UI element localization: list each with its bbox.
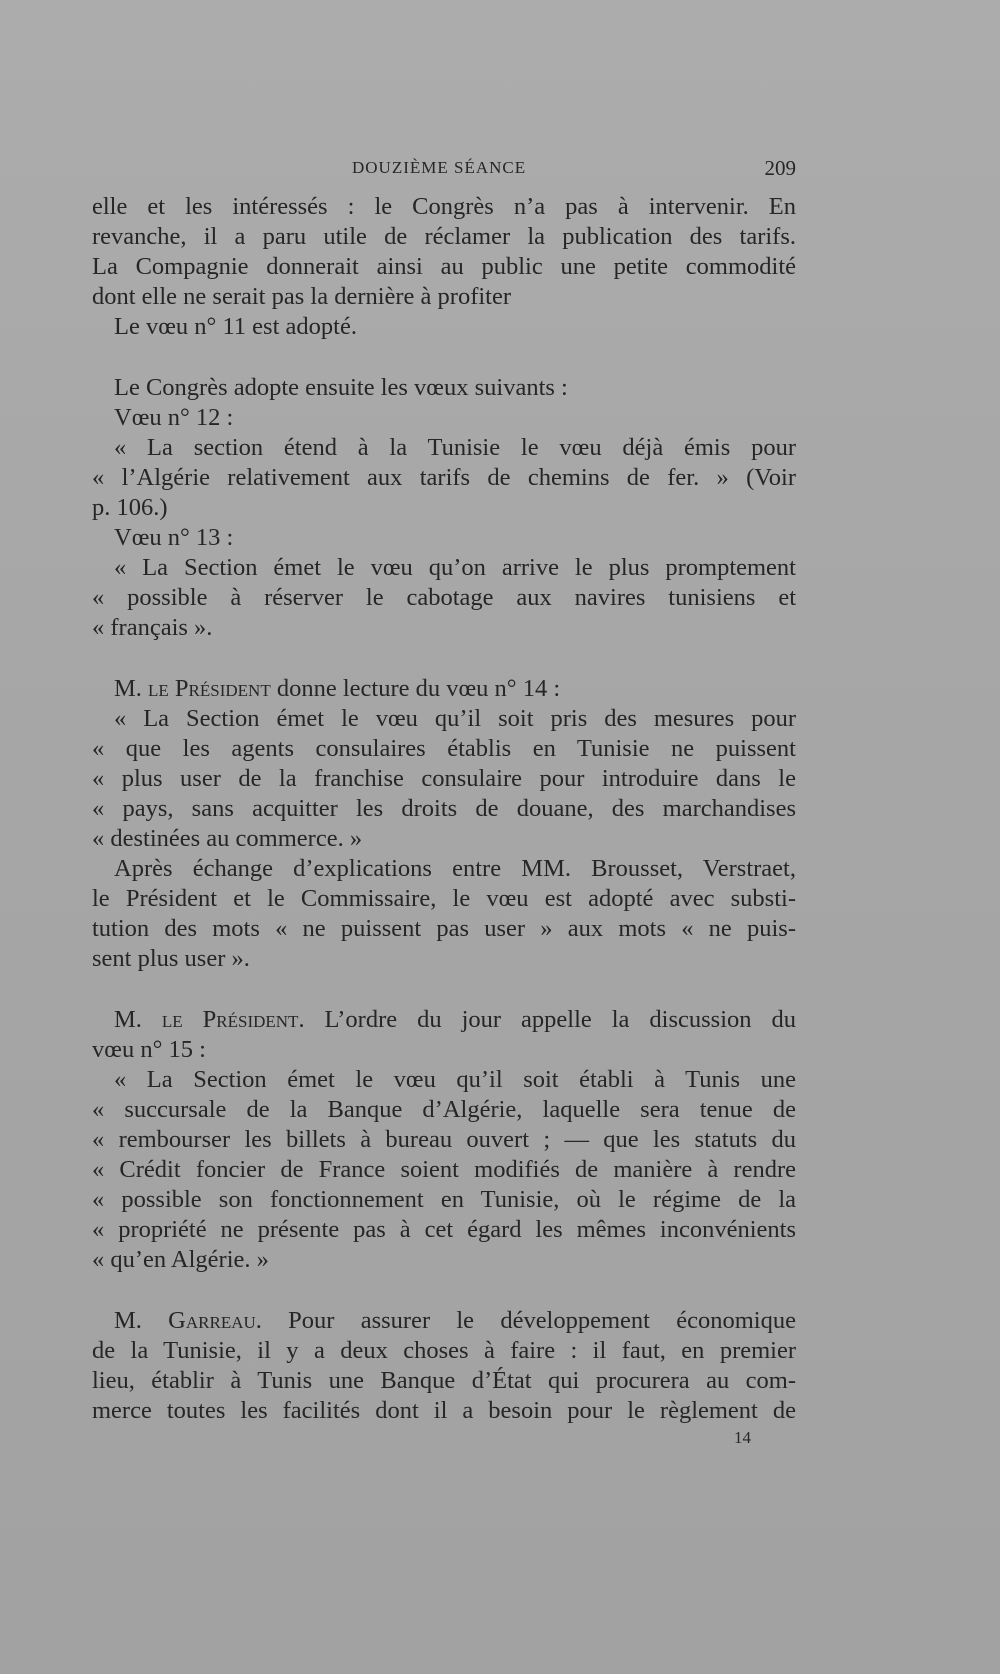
- line-text: Après échange d’explications entre MM. Brousset, Verstraet,: [114, 855, 796, 882]
- line-text: « pays, sans acquitter les droits de douane, des marchandises: [92, 795, 796, 822]
- text-line: [92, 553, 796, 583]
- text-line: [92, 1155, 796, 1185]
- text-line: [92, 1245, 796, 1275]
- line-text: « que les agents consulaires établis en Tunisie ne puissent: [92, 735, 796, 762]
- line-text: « destinées au commerce. »: [92, 825, 363, 852]
- line-text: vœu n° 15 :: [92, 1036, 206, 1063]
- text-line: [92, 914, 796, 944]
- text-line: [92, 373, 796, 403]
- text-line: [92, 613, 796, 643]
- text-line: [92, 1336, 796, 1366]
- text-line: [92, 222, 796, 252]
- speaker-name: M. Garreau: [114, 1307, 256, 1334]
- line-text: « possible à réserver le cabotage aux navires tunisiens et: [92, 584, 796, 611]
- text-line: [92, 463, 796, 493]
- line-text: « possible son fonctionnement en Tunisie, où le régime de la: [92, 1186, 796, 1213]
- text-line: [92, 674, 796, 704]
- line-text: sent plus user ».: [92, 945, 250, 972]
- line-text: Vœu n° 13 :: [114, 524, 234, 551]
- text-line: [92, 824, 796, 854]
- text-line: [92, 1005, 796, 1035]
- line-text: Le Congrès adopte ensuite les vœux suivants :: [114, 374, 568, 401]
- text-line: [92, 1215, 796, 1245]
- line-text: dont elle ne serait pas la dernière à profiter: [92, 283, 512, 310]
- text-line: [92, 944, 796, 974]
- text-line: [92, 433, 796, 463]
- text-line: [92, 1035, 796, 1065]
- line-text: « La Section émet le vœu qu’il soit pris des mesures pour: [114, 705, 796, 732]
- line-text: « La section étend à la Tunisie le vœu déjà émis pour: [114, 434, 796, 461]
- text-line: [92, 252, 796, 282]
- line-text: « qu’en Algérie. »: [92, 1246, 269, 1273]
- text-line: [92, 192, 796, 222]
- speaker-name: M. le Président: [114, 675, 271, 702]
- text-line: [92, 1065, 796, 1095]
- line-text: . L’ordre du jour appelle la discussion du: [298, 1006, 796, 1033]
- text-line: [92, 704, 796, 734]
- signature-mark: 14: [734, 1428, 751, 1447]
- line-text: « Crédit foncier de France soient modifiés de manière à rendre: [92, 1156, 796, 1183]
- text-line: [92, 1306, 796, 1336]
- text-line: [92, 734, 796, 764]
- line-text: tution des mots « ne puissent pas user » aux mots « ne puis-: [92, 915, 796, 942]
- page-number: 209: [764, 156, 796, 180]
- line-text: « plus user de la franchise consulaire pour introduire dans le: [92, 765, 796, 792]
- speaker-name: M. le Président: [114, 1006, 299, 1033]
- text-line: [92, 854, 796, 884]
- line-text: revanche, il a paru utile de réclamer la publication des tarifs.: [92, 223, 796, 250]
- line-text: Vœu n° 12 :: [114, 404, 234, 431]
- line-text: donne lecture du vœu n° 14 :: [270, 675, 561, 702]
- line-text: . Pour assurer le développement économique: [255, 1307, 796, 1334]
- text-line: [92, 794, 796, 824]
- text-line: [92, 1185, 796, 1215]
- text-line: [92, 1396, 796, 1426]
- body-text: [92, 192, 796, 1426]
- line-text: le Président et le Commissaire, le vœu est adopté avec substi-: [92, 885, 796, 912]
- text-line: [92, 1095, 796, 1125]
- line-text: « rembourser les billets à bureau ouvert ; — que les statuts du: [92, 1126, 796, 1153]
- line-text: « La Section émet le vœu qu’il soit établi à Tunis une: [114, 1066, 796, 1093]
- text-line: [92, 312, 796, 342]
- line-text: lieu, établir à Tunis une Banque d’État qui procurera au com-: [92, 1367, 796, 1394]
- line-text: La Compagnie donnerait ainsi au public une petite commodité: [92, 253, 796, 280]
- line-text: Le vœu n° 11 est adopté.: [114, 313, 357, 340]
- line-text: elle et les intéressés : le Congrès n’a pas à intervenir. En: [92, 193, 796, 220]
- line-text: merce toutes les facilités dont il a besoin pour le règlement de: [92, 1397, 796, 1424]
- text-line: [92, 884, 796, 914]
- text-line: [92, 583, 796, 613]
- text-line: [92, 282, 796, 312]
- line-text: « français ».: [92, 614, 213, 641]
- text-line: [92, 523, 796, 553]
- text-line: [92, 493, 796, 523]
- line-text: de la Tunisie, il y a deux choses à faire : il faut, en premier: [92, 1337, 796, 1364]
- line-text: p. 106.): [92, 494, 168, 521]
- line-text: « succursale de la Banque d’Algérie, laquelle sera tenue de: [92, 1096, 796, 1123]
- text-line: [92, 403, 796, 433]
- line-text: « La Section émet le vœu qu’on arrive le plus promptement: [114, 554, 796, 581]
- text-line: [92, 764, 796, 794]
- text-line: [92, 1125, 796, 1155]
- running-title: DOUZIÈME SÉANCE: [352, 158, 527, 177]
- text-line: [92, 1366, 796, 1396]
- line-text: « propriété ne présente pas à cet égard les mêmes inconvénients: [92, 1216, 796, 1243]
- page-header: [92, 158, 796, 182]
- line-text: « l’Algérie relativement aux tarifs de chemins de fer. » (Voir: [92, 464, 796, 491]
